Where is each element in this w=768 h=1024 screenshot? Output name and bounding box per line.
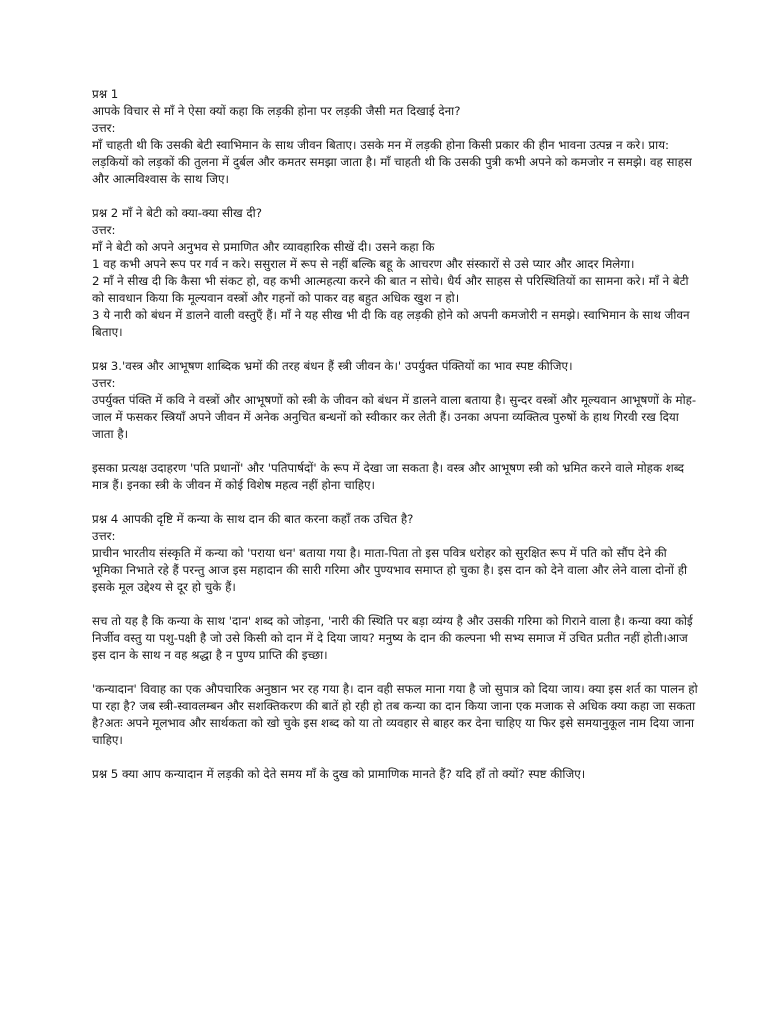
question-4-answer-para-1: प्राचीन भारतीय संस्कृति में कन्या को 'पराया धन' बताया गया है। माता-पिता तो इस पवित्र धरोहर को सुरक्षित रूप में पति को सौंप देने की भूमिका निभाते रहे हैं परन्तु आज इस महादान की सारी गरिमा और पुण्यभाव समाप्त हो चुका है। इस दान को देने वाला और लेने वाला दोनों ही इसके मूल उद्देश्य से दूर हो चुके हैं। (92, 546, 688, 594)
document-body (92, 86, 698, 783)
question-4-answer-para-2: सच तो यह है कि कन्या के साथ 'दान' शब्द को जोड़ना, 'नारी की स्थिति पर बड़ा व्यंग्य है और उसकी गरिमा को गिराने वाला है। कन्या क्या कोई निर्जीव वस्तु या पशु-पक्षी है जो उसे किसी को दान में दे दिया जाय? मनुष्य के दान की कल्पना भी सभ्य समाज में उचित प्रतीत नहीं होती।आज इस दान के साथ न वह श्रद्धा है न पुण्य प्राप्ति की इच्छा। (92, 614, 693, 662)
paragraph-gap (92, 749, 698, 766)
paragraph-gap (92, 664, 698, 681)
question-4-answer-label: उत्तर: (92, 529, 116, 543)
question-2-point-1: 1 वह कभी अपने रूप पर गर्व न करे। ससुराल में रूप से नहीं बल्कि बहू के आचरण और संस्कारों से उसे प्यार और आदर मिलेगा। (92, 257, 635, 271)
question-4-heading: प्रश्न 4 आपकी दृष्टि में कन्या के साथ दान की बात करना कहाँ तक उचित है? (92, 512, 414, 526)
paragraph-gap (92, 188, 698, 205)
paragraph-gap (92, 494, 698, 511)
question-2-heading: प्रश्न 2 माँ ने बेटी को क्या-क्या सीख दी? (92, 206, 263, 220)
question-1-heading: प्रश्न 1 (92, 87, 119, 101)
question-1-answer: माँ चाहती थी कि उसकी बेटी स्वाभिमान के साथ जीवन बिताए। उसके मन में लड़की होना किसी प्रकार की हीन भावना उत्पन्न न करे। प्राय: लड़कियों को लड़कों की तुलना में दुर्बल और कमतर समझा जाता है। माँ चाहती थी कि उसकी पुत्री कभी अपने को कमजोर न समझे। वह साहस और आत्मविश्वास के साथ जिए। (92, 138, 692, 186)
question-3-heading: प्रश्न 3.'वस्त्र और आभूषण शाब्दिक भ्रमों की तरह बंधन हैं स्त्री जीवन के।' उपर्युक्त पंक्तियों का भाव स्पष्ट कीजिए। (92, 359, 573, 373)
question-2-point-2: 2 माँ ने सीख दी कि कैसा भी संकट हो, वह कभी आत्महत्या करने की बात न सोचे। धैर्य और साहस से परिस्थितियों का सामना करे। माँ ने बेटी को सावधान किया कि मूल्यवान वस्त्रों और गहनों को पाकर वह बहुत अधिक खुश न हो। (92, 274, 689, 305)
question-1-answer-label: उत्तर: (92, 121, 116, 135)
question-5-heading: प्रश्न 5 क्या आप कन्यादान में लड़की को देते समय माँ के दुख को प्रामाणिक मानते हैं? यदि हाँ तो क्यों? स्पष्ट कीजिए। (92, 767, 586, 781)
question-4-answer-para-3: 'कन्यादान' विवाह का एक औपचारिक अनुष्ठान भर रह गया है। दान वही सफल माना गया है जो सुपात्र को दिया जाय। क्या इस शर्त का पालन हो पा रहा है? जब स्त्री-स्वावलम्बन और सशक्तिकरण की बातें हो रही हो तब कन्या का दान किया जाना एक मजाक से अधिक क्या कहा जा सकता है?अतः अपने मूलभाव और सार्थकता को खो चुके इस शब्द को या तो व्यवहार से बाहर कर देना चाहिए या फिर इसे समयानुकूल नाम दिया जाना चाहिए। (92, 682, 698, 747)
paragraph-gap (92, 341, 698, 358)
paragraph-gap (92, 596, 698, 613)
question-2-point-3: 3 ये नारी को बंधन में डालने वाली वस्तुएँ हैं। माँ ने यह सीख भी दी कि वह लड़की होने को अपनी कमजोरी न समझे। स्वाभिमान के साथ जीवन बिताए। (92, 308, 690, 339)
question-1-text: आपके विचार से माँ ने ऐसा क्यों कहा कि लड़की होना पर लड़की जैसी मत दिखाई देना? (92, 104, 461, 118)
question-3-answer-para-2: इसका प्रत्यक्ष उदाहरण 'पति प्रधानों' और 'पतिपार्षदों' के रूप में देखा जा सकता है। वस्त्र और आभूषण स्त्री को भ्रमित करने वाले मोहक शब्द मात्र हैं। इनका स्त्री के जीवन में कोई विशेष महत्व नहीं होना चाहिए। (92, 461, 684, 492)
question-3-answer-label: उत्तर: (92, 376, 116, 390)
question-3-answer-para-1: उपर्युक्त पंक्ति में कवि ने वस्त्रों और आभूषणों को स्त्री के जीवन को बंधन में डालने वाला बताया है। सुन्दर वस्त्रों और मूल्यवान आभूषणों के मोह-जाल में फसकर स्त्रियाँ अपने जीवन में अनेक अनुचित बन्धनों को स्वीकार कर लेती हैं। उनका अपना व्यक्तित्व पुरुषों के हाथ गिरवी रख दिया जाता है। (92, 393, 697, 441)
question-2-answer-label: उत्तर: (92, 223, 116, 237)
question-2-intro: माँ ने बेटी को अपने अनुभव से प्रमाणित और व्यावहारिक सीखें दी। उसने कहा कि (92, 240, 435, 254)
paragraph-gap (92, 443, 698, 460)
